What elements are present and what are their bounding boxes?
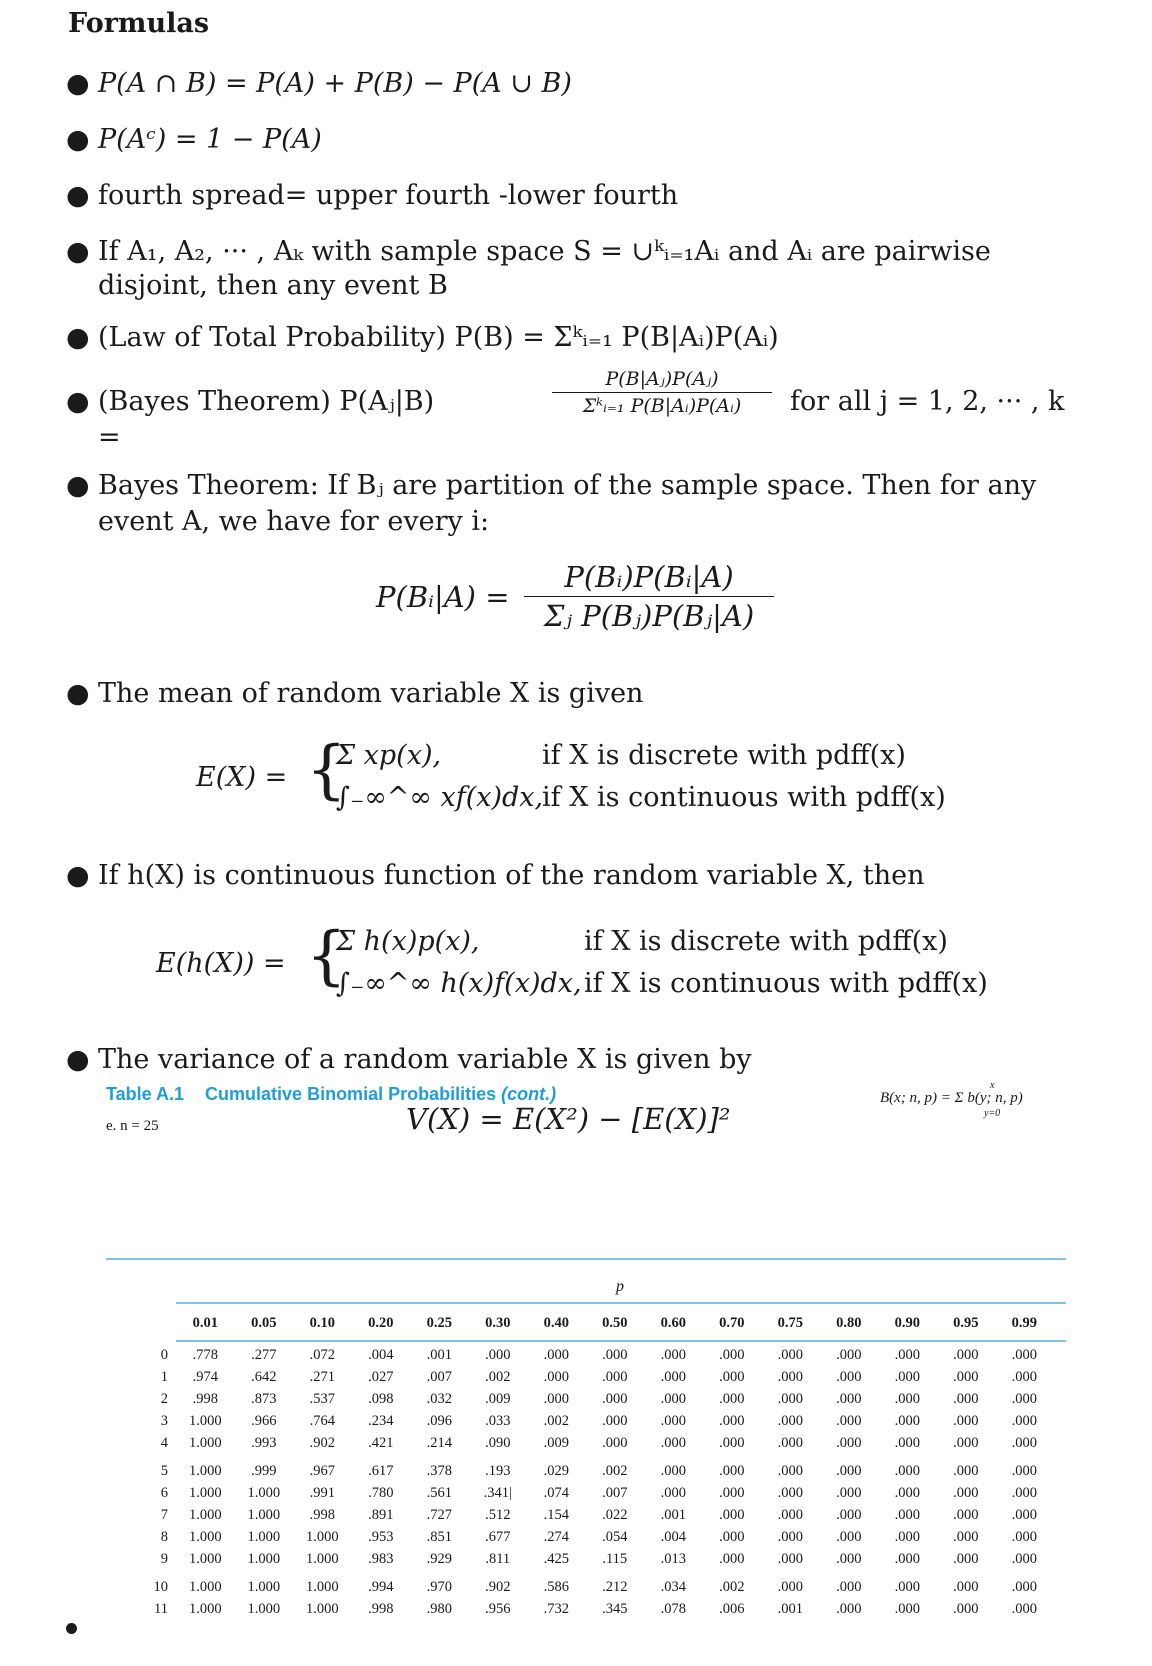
table-cell: .002 bbox=[485, 1368, 511, 1385]
table-cell: 1.000 bbox=[188, 1550, 222, 1567]
table-cell: .115 bbox=[602, 1550, 628, 1567]
bayes-display-numerator: P(Bᵢ)P(Bᵢ|A) bbox=[524, 560, 774, 597]
table-cell: .000 bbox=[894, 1484, 920, 1501]
table-cell: .000 bbox=[1011, 1528, 1037, 1545]
table-column-rule bbox=[176, 1340, 1066, 1342]
table-cell: .902 bbox=[485, 1578, 511, 1595]
table-cell: .007 bbox=[602, 1484, 628, 1501]
table-cell: .054 bbox=[602, 1528, 628, 1545]
table-caption bbox=[106, 1084, 556, 1105]
table-cell: .956 bbox=[485, 1600, 511, 1617]
table-header-cell: 0.20 bbox=[368, 1314, 394, 1331]
table-cell: .998 bbox=[368, 1600, 394, 1617]
table-cell: .000 bbox=[953, 1346, 979, 1363]
table-cell: .980 bbox=[426, 1600, 452, 1617]
table-cell: 1.000 bbox=[247, 1484, 281, 1501]
table-cell: .811 bbox=[485, 1550, 511, 1567]
bayes-prefix: (Bayes Theorem) P(Aⱼ|B) = bbox=[98, 386, 435, 453]
table-header-cell: 0.05 bbox=[251, 1314, 277, 1331]
table-header-cell: 0.60 bbox=[660, 1314, 686, 1331]
formula-complement: P(Aᶜ) = 1 − P(A) bbox=[98, 124, 322, 155]
bullet-dot bbox=[66, 1623, 77, 1634]
table-row-x: 8 bbox=[160, 1528, 168, 1545]
table-cell: .000 bbox=[777, 1528, 803, 1545]
table-header-cell: 0.95 bbox=[953, 1314, 979, 1331]
bullet-dot: ● bbox=[66, 678, 90, 709]
table-cell: .000 bbox=[777, 1434, 803, 1451]
table-cell: .002 bbox=[543, 1412, 569, 1429]
table-cell: .006 bbox=[719, 1600, 745, 1617]
eh-case-continuous: ∫₋∞^∞ h(x)f(x)dx, bbox=[336, 968, 582, 999]
page-title: Formulas bbox=[68, 8, 210, 39]
table-cell: .022 bbox=[602, 1506, 628, 1523]
table-cell: .000 bbox=[719, 1346, 745, 1363]
table-row bbox=[140, 1344, 1054, 1366]
table-cell: .032 bbox=[426, 1390, 452, 1407]
table-cell: .974 bbox=[192, 1368, 218, 1385]
table-row bbox=[140, 1482, 1054, 1504]
table-formula bbox=[880, 1080, 1023, 1119]
table-cell: .000 bbox=[953, 1368, 979, 1385]
table-formula-text: B(x; n, p) = Σ b(y; n, p) bbox=[880, 1090, 1023, 1106]
function-mean-text: If h(X) is continuous function of the random variable X, then bbox=[98, 860, 925, 891]
table-cell: .000 bbox=[836, 1434, 862, 1451]
table-cell: .000 bbox=[953, 1412, 979, 1429]
table-cell: 1.000 bbox=[188, 1578, 222, 1595]
table-cell: .212 bbox=[602, 1578, 628, 1595]
mean-case-discrete-condition: if X is discrete with pdff(x) bbox=[542, 740, 906, 771]
bullet-dot: ● bbox=[66, 68, 90, 99]
table-cell: .000 bbox=[836, 1412, 862, 1429]
formula-total-probability: (Law of Total Probability) P(B) = Σᵏᵢ₌₁ P(B|Aᵢ)P(Aᵢ) bbox=[98, 322, 779, 353]
table-cell: .000 bbox=[894, 1550, 920, 1567]
table-row bbox=[140, 1454, 1054, 1482]
table-cell: .378 bbox=[426, 1462, 452, 1479]
table-cell: .193 bbox=[485, 1462, 511, 1479]
table-cell: .512 bbox=[485, 1506, 511, 1523]
table-cell: .004 bbox=[368, 1346, 394, 1363]
table-cell: .271 bbox=[309, 1368, 335, 1385]
table-cell: .000 bbox=[953, 1528, 979, 1545]
table-cell: .000 bbox=[953, 1434, 979, 1451]
table-cell: .000 bbox=[660, 1434, 686, 1451]
table-header-cell: 0.40 bbox=[543, 1314, 569, 1331]
table-cell: .214 bbox=[426, 1434, 452, 1451]
table-cell: .642 bbox=[251, 1368, 277, 1385]
table-cell: .998 bbox=[192, 1390, 218, 1407]
table-cell: .000 bbox=[1011, 1550, 1037, 1567]
table-cell: .000 bbox=[777, 1462, 803, 1479]
table-row-x: 7 bbox=[160, 1506, 168, 1523]
table-cell: .727 bbox=[426, 1506, 452, 1523]
table-cell: .891 bbox=[368, 1506, 394, 1523]
table-cell: .345 bbox=[602, 1600, 628, 1617]
table-body bbox=[140, 1338, 1054, 1620]
bayes-suffix: for all j = 1, 2, ··· , k bbox=[790, 386, 1065, 417]
eh-case-continuous-condition: if X is continuous with pdff(x) bbox=[584, 968, 988, 999]
table-cell: 1.000 bbox=[247, 1506, 281, 1523]
table-header-cell: 0.01 bbox=[192, 1314, 218, 1331]
table-cell: .000 bbox=[719, 1412, 745, 1429]
table-cell: .000 bbox=[953, 1550, 979, 1567]
table-cell: .851 bbox=[426, 1528, 452, 1545]
table-cell: .000 bbox=[894, 1434, 920, 1451]
table-cell: .929 bbox=[426, 1550, 452, 1567]
table-cell: .000 bbox=[894, 1346, 920, 1363]
table-header-cell: 0.80 bbox=[836, 1314, 862, 1331]
table-cell: .000 bbox=[602, 1390, 628, 1407]
table-cell: .000 bbox=[543, 1368, 569, 1385]
table-cell: .000 bbox=[894, 1412, 920, 1429]
table-cell: 1.000 bbox=[247, 1550, 281, 1567]
table-header-row bbox=[140, 1308, 1054, 1338]
table-caption-label: Table A.1 bbox=[106, 1084, 185, 1104]
table-header-cell: 0.99 bbox=[1011, 1314, 1037, 1331]
table-cell: .000 bbox=[602, 1434, 628, 1451]
table-cell: .098 bbox=[368, 1390, 394, 1407]
table-cell: .764 bbox=[309, 1412, 335, 1429]
table-cell: .000 bbox=[660, 1484, 686, 1501]
table-cell: .000 bbox=[836, 1600, 862, 1617]
table-row bbox=[140, 1548, 1054, 1570]
table-cell: .902 bbox=[309, 1434, 335, 1451]
table-header-rule bbox=[176, 1302, 1066, 1304]
bullet-dot: ● bbox=[66, 1044, 90, 1075]
table-cell: .000 bbox=[660, 1346, 686, 1363]
table-cell: .000 bbox=[1011, 1368, 1037, 1385]
mean-lhs: E(X) = bbox=[196, 762, 288, 793]
table-cell: .000 bbox=[660, 1462, 686, 1479]
table-cell: .000 bbox=[1011, 1412, 1037, 1429]
table-cell: .341| bbox=[483, 1484, 512, 1501]
table-cell: .000 bbox=[777, 1506, 803, 1523]
bayes-display-denominator: Σⱼ P(Bⱼ)P(Bⱼ|A) bbox=[543, 599, 755, 633]
table-cell: .993 bbox=[251, 1434, 277, 1451]
bayes-denominator: Σᵏᵢ₌₁ P(B|Aᵢ)P(Aᵢ) bbox=[582, 395, 742, 417]
table-cell: .090 bbox=[485, 1434, 511, 1451]
table-cell: .277 bbox=[251, 1346, 277, 1363]
table-cell: .586 bbox=[543, 1578, 569, 1595]
table-cell: .425 bbox=[543, 1550, 569, 1567]
variance-formula: V(X) = E(X²) − [E(X)]² bbox=[406, 1102, 731, 1136]
table-header-cell: 0.50 bbox=[602, 1314, 628, 1331]
table-cell: 1.000 bbox=[305, 1528, 339, 1545]
table-row-x: 4 bbox=[160, 1434, 168, 1451]
table-row bbox=[140, 1388, 1054, 1410]
table-row bbox=[140, 1366, 1054, 1388]
formula-intersection: P(A ∩ B) = P(A) + P(B) − P(A ∪ B) bbox=[98, 68, 572, 99]
bullet-dot: ● bbox=[66, 124, 90, 155]
table-cell: .000 bbox=[777, 1484, 803, 1501]
table-cell: .000 bbox=[660, 1368, 686, 1385]
bayes-fraction bbox=[552, 366, 772, 419]
table-cell: .000 bbox=[777, 1368, 803, 1385]
table-cell: .000 bbox=[894, 1368, 920, 1385]
table-cell: .000 bbox=[777, 1550, 803, 1567]
table-cell: .001 bbox=[777, 1600, 803, 1617]
table-row-x: 11 bbox=[154, 1600, 168, 1617]
table-cell: .029 bbox=[543, 1462, 569, 1479]
table-top-rule bbox=[106, 1258, 1066, 1260]
table-row bbox=[140, 1410, 1054, 1432]
bullet-dot: ● bbox=[66, 236, 90, 267]
table-cell: .677 bbox=[485, 1528, 511, 1545]
table-cell: .009 bbox=[485, 1390, 511, 1407]
table-formula-sum-bottom: y=0 bbox=[984, 1108, 1001, 1119]
table-cell: .873 bbox=[251, 1390, 277, 1407]
table-cell: .000 bbox=[777, 1390, 803, 1407]
table-cell: 1.000 bbox=[305, 1550, 339, 1567]
table-cell: .000 bbox=[602, 1412, 628, 1429]
table-cell: .074 bbox=[543, 1484, 569, 1501]
table-row-x: 1 bbox=[160, 1368, 168, 1385]
bullet-dot: ● bbox=[66, 386, 90, 417]
table-cell: .007 bbox=[426, 1368, 452, 1385]
table-cell: .000 bbox=[719, 1390, 745, 1407]
binomial-table bbox=[140, 1308, 1054, 1620]
table-cell: .991 bbox=[309, 1484, 335, 1501]
table-cell: .000 bbox=[953, 1462, 979, 1479]
table-cell: .000 bbox=[1011, 1462, 1037, 1479]
table-cell: .000 bbox=[953, 1578, 979, 1595]
table-cell: .072 bbox=[309, 1346, 335, 1363]
table-cell: .000 bbox=[1011, 1390, 1037, 1407]
table-cell: .234 bbox=[368, 1412, 394, 1429]
table-cell: .000 bbox=[836, 1528, 862, 1545]
table-cell: .027 bbox=[368, 1368, 394, 1385]
table-cell: 1.000 bbox=[188, 1506, 222, 1523]
mean-case-discrete: Σ xp(x), bbox=[336, 740, 442, 771]
table-cell: 1.000 bbox=[305, 1600, 339, 1617]
table-row-x: 5 bbox=[160, 1462, 168, 1479]
table-cell: .537 bbox=[309, 1390, 335, 1407]
table-cell: .000 bbox=[1011, 1578, 1037, 1595]
table-cell: .000 bbox=[660, 1412, 686, 1429]
table-cell: .000 bbox=[543, 1346, 569, 1363]
table-formula-sum-top: x bbox=[990, 1080, 995, 1091]
eh-case-discrete-condition: if X is discrete with pdff(x) bbox=[584, 926, 948, 957]
table-header-cell: 0.90 bbox=[894, 1314, 920, 1331]
mean-brace: { bbox=[306, 733, 347, 807]
table-cell: .000 bbox=[719, 1550, 745, 1567]
bayes-numerator: P(B|Aⱼ)P(Aⱼ) bbox=[552, 366, 772, 393]
table-cell: .000 bbox=[894, 1390, 920, 1407]
table-cell: .998 bbox=[309, 1506, 335, 1523]
table-cell: .013 bbox=[660, 1550, 686, 1567]
table-row-x: 2 bbox=[160, 1390, 168, 1407]
table-cell: 1.000 bbox=[247, 1578, 281, 1595]
table-p-label: p bbox=[616, 1278, 624, 1295]
table-header-x bbox=[140, 1308, 176, 1338]
table-cell: .000 bbox=[719, 1506, 745, 1523]
table-row-x: 0 bbox=[160, 1346, 168, 1363]
table-cell: 1.000 bbox=[188, 1600, 222, 1617]
table-cell: .994 bbox=[368, 1578, 394, 1595]
table-cell: 1.000 bbox=[247, 1600, 281, 1617]
table-cell: .000 bbox=[836, 1550, 862, 1567]
bayes-partition-line2: event A, we have for every i: bbox=[98, 506, 490, 537]
table-cell: .000 bbox=[719, 1368, 745, 1385]
table-cell: .000 bbox=[777, 1578, 803, 1595]
mean-case-continuous: ∫₋∞^∞ xf(x)dx, bbox=[336, 782, 544, 813]
table-cell: .000 bbox=[894, 1528, 920, 1545]
formula-fourth-spread: fourth spread= upper fourth -lower fourth bbox=[98, 180, 679, 211]
table-cell: .000 bbox=[894, 1600, 920, 1617]
table-cell: .000 bbox=[894, 1506, 920, 1523]
eh-brace: { bbox=[306, 919, 347, 993]
table-cell: .421 bbox=[368, 1434, 394, 1451]
table-cell: .780 bbox=[368, 1484, 394, 1501]
table-cell: .966 bbox=[251, 1412, 277, 1429]
table-cell: .000 bbox=[660, 1390, 686, 1407]
mean-text: The mean of random variable X is given bbox=[98, 678, 644, 709]
eh-case-discrete: Σ h(x)p(x), bbox=[336, 926, 480, 957]
table-cell: .000 bbox=[836, 1390, 862, 1407]
table-cell: .000 bbox=[543, 1390, 569, 1407]
table-cell: .274 bbox=[543, 1528, 569, 1545]
table-row bbox=[140, 1504, 1054, 1526]
table-cell: .000 bbox=[836, 1578, 862, 1595]
bullet-dot: ● bbox=[66, 860, 90, 891]
table-subtitle: e. n = 25 bbox=[106, 1118, 159, 1134]
table-cell: .778 bbox=[192, 1346, 218, 1363]
table-cell: .004 bbox=[660, 1528, 686, 1545]
table-cell: .967 bbox=[309, 1462, 335, 1479]
table-row bbox=[140, 1432, 1054, 1454]
table-cell: .034 bbox=[660, 1578, 686, 1595]
table-cell: .000 bbox=[836, 1506, 862, 1523]
table-row bbox=[140, 1598, 1054, 1620]
bullet-dot: ● bbox=[66, 322, 90, 353]
table-cell: .002 bbox=[719, 1578, 745, 1595]
table-cell: .983 bbox=[368, 1550, 394, 1567]
table-cell: .154 bbox=[543, 1506, 569, 1523]
bayes-display-fraction bbox=[524, 560, 774, 633]
table-caption-cont: (cont.) bbox=[501, 1084, 557, 1104]
table-header-cell: 0.25 bbox=[426, 1314, 452, 1331]
table-cell: .009 bbox=[543, 1434, 569, 1451]
bayes-display-lhs: P(Bᵢ|A) = bbox=[376, 580, 510, 614]
mean-case-continuous-condition: if X is continuous with pdff(x) bbox=[542, 782, 946, 813]
table-cell: .001 bbox=[426, 1346, 452, 1363]
table-row-x: 10 bbox=[153, 1578, 168, 1595]
table-cell: .999 bbox=[251, 1462, 277, 1479]
table-cell: 1.000 bbox=[188, 1484, 222, 1501]
table-cell: 1.000 bbox=[188, 1462, 222, 1479]
table-cell: .000 bbox=[894, 1578, 920, 1595]
table-cell: .000 bbox=[719, 1484, 745, 1501]
table-cell: .000 bbox=[1011, 1506, 1037, 1523]
table-row bbox=[140, 1526, 1054, 1548]
table-cell: .000 bbox=[1011, 1346, 1037, 1363]
table-cell: .078 bbox=[660, 1600, 686, 1617]
table-cell: .970 bbox=[426, 1578, 452, 1595]
table-cell: .000 bbox=[777, 1412, 803, 1429]
table-cell: .000 bbox=[953, 1600, 979, 1617]
variance-text: The variance of a random variable X is given by bbox=[98, 1044, 752, 1075]
table-cell: .000 bbox=[777, 1346, 803, 1363]
table-cell: .000 bbox=[1011, 1600, 1037, 1617]
table-cell: .096 bbox=[426, 1412, 452, 1429]
table-row-x: 9 bbox=[160, 1550, 168, 1567]
table-cell: .033 bbox=[485, 1412, 511, 1429]
table-cell: .000 bbox=[836, 1346, 862, 1363]
bullet-dot: ● bbox=[66, 470, 90, 501]
partition-line1: If A₁, A₂, ··· , Aₖ with sample space S = ∪ᵏᵢ₌₁Aᵢ and Aᵢ are pairwise bbox=[98, 236, 991, 267]
table-cell: .000 bbox=[1011, 1484, 1037, 1501]
table-cell: .000 bbox=[602, 1368, 628, 1385]
table-cell: .732 bbox=[543, 1600, 569, 1617]
table-cell: 1.000 bbox=[305, 1578, 339, 1595]
table-cell: 1.000 bbox=[188, 1434, 222, 1451]
table-row bbox=[140, 1570, 1054, 1598]
table-cell: .000 bbox=[1011, 1434, 1037, 1451]
table-cell: .617 bbox=[368, 1462, 394, 1479]
table-caption-title: Cumulative Binomial Probabilities bbox=[205, 1084, 497, 1104]
table-cell: .000 bbox=[602, 1346, 628, 1363]
table-row-x: 6 bbox=[160, 1484, 168, 1501]
table-cell: 1.000 bbox=[188, 1412, 222, 1429]
table-cell: .000 bbox=[836, 1368, 862, 1385]
table-cell: .000 bbox=[836, 1462, 862, 1479]
table-cell: .000 bbox=[953, 1506, 979, 1523]
table-cell: .000 bbox=[894, 1462, 920, 1479]
table-header-cell: 0.70 bbox=[719, 1314, 745, 1331]
table-header-cell: 0.75 bbox=[777, 1314, 803, 1331]
table-cell: .000 bbox=[485, 1346, 511, 1363]
partition-line2: disjoint, then any event B bbox=[98, 270, 448, 301]
table-cell: .000 bbox=[719, 1434, 745, 1451]
table-row-x: 3 bbox=[160, 1412, 168, 1429]
table-cell: .000 bbox=[953, 1484, 979, 1501]
table-cell: 1.000 bbox=[188, 1528, 222, 1545]
eh-lhs: E(h(X)) = bbox=[156, 948, 286, 979]
table-cell: .000 bbox=[719, 1462, 745, 1479]
table-header-cell: 0.30 bbox=[485, 1314, 511, 1331]
table-cell: .000 bbox=[836, 1484, 862, 1501]
table-cell: .561 bbox=[426, 1484, 452, 1501]
table-header-cell: 0.10 bbox=[309, 1314, 335, 1331]
table-cell: .002 bbox=[602, 1462, 628, 1479]
table-cell: .001 bbox=[660, 1506, 686, 1523]
table-cell: .953 bbox=[368, 1528, 394, 1545]
bullet-dot: ● bbox=[66, 180, 90, 211]
table-cell: 1.000 bbox=[247, 1528, 281, 1545]
table-cell: .000 bbox=[953, 1390, 979, 1407]
table-cell: .000 bbox=[719, 1528, 745, 1545]
bayes-partition-line1: Bayes Theorem: If Bⱼ are partition of the sample space. Then for any bbox=[98, 470, 1037, 501]
